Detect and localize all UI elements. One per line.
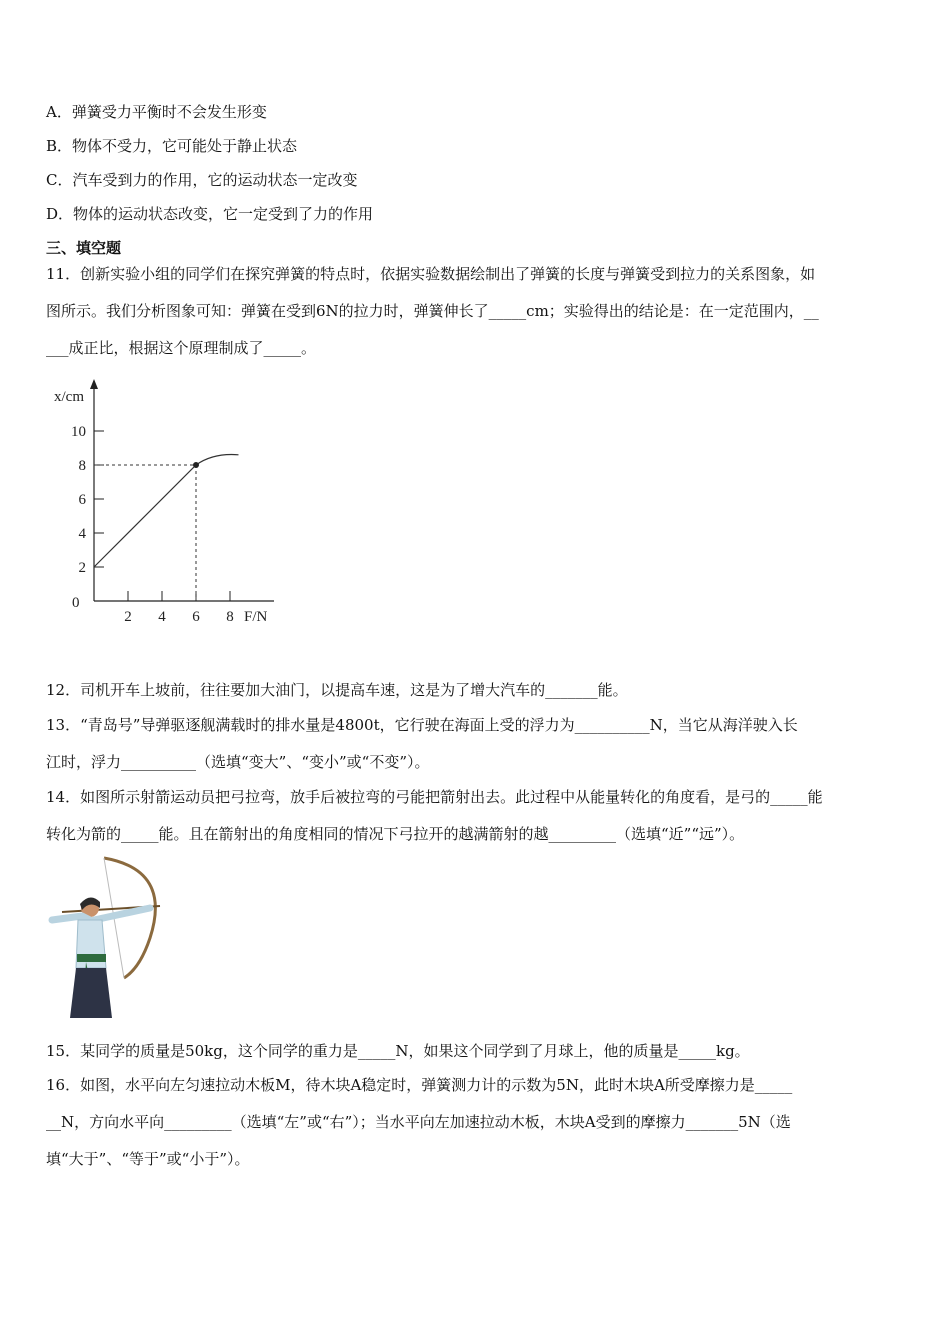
- archer-illustration: [42, 850, 167, 1020]
- x-tick-label: 8: [226, 609, 234, 625]
- origin-label: 0: [72, 595, 80, 611]
- y-tick-label: 10: [71, 424, 86, 440]
- q16-line1: 16．如图，水平向左匀速拉动木板M，待木块A稳定时，弹簧测力计的示数为5N，此时木块A所受摩擦力是_____: [46, 1076, 793, 1094]
- x-axis-label: F/N: [244, 609, 268, 625]
- spring-chart: [40, 375, 300, 635]
- section-heading: 三、填空题: [46, 239, 122, 257]
- question-12: [46, 680, 908, 700]
- y-tick-label: 8: [78, 458, 86, 474]
- q11-line2: 图所示。我们分析图象可知：弹簧在受到6N的拉力时，弹簧伸长了_____cm；实验得出的结论是：在一定范围内，__: [46, 302, 819, 320]
- q15-line1: 15．某同学的质量是50kg，这个同学的重力是_____N，如果这个同学到了月球上，他的质量是_____kg。: [46, 1042, 750, 1060]
- option-b: B．物体不受力，它可能处于静止状态: [46, 137, 298, 155]
- question-13: [46, 715, 908, 772]
- q16-line3: 填“大于”、“等于”或“小于”）。: [46, 1150, 250, 1168]
- x-tick-label: 2: [124, 609, 132, 625]
- q16-line2: __N，方向水平向_________（选填“左”或“右”）；当水平向左加速拉动木板，木块A受到的摩擦力_______5N（选: [46, 1113, 791, 1131]
- y-tick-label: 2: [78, 560, 86, 576]
- question-14: [46, 787, 908, 844]
- x-tick-label: 4: [158, 609, 166, 625]
- question-11: [46, 264, 908, 358]
- q14-line2: 转化为箭的_____能。且在箭射出的角度相同的情况下弓拉开的越满箭射的越_________（选填“近”“远”）。: [46, 825, 745, 843]
- q13-line1: 13．“青岛号”导弹驱逐舰满载时的排水量是4800t，它行驶在海面上受的浮力为__________N，当它从海洋驶入长: [46, 716, 798, 734]
- q11-line1: 11．创新实验小组的同学们在探究弹簧的特点时，依据实验数据绘制出了弹簧的长度与弹簧受到拉力的关系图象，如: [46, 265, 816, 283]
- question-15: [46, 1041, 908, 1061]
- option-c: C．汽车受到力的作用，它的运动状态一定改变: [46, 171, 358, 189]
- q13-line2: 江时，浮力__________（选填“变大”、“变小”或“不变”）。: [46, 753, 430, 771]
- y-axis-arrow: [90, 379, 98, 389]
- y-axis-label: x/cm: [54, 389, 84, 405]
- q12-line1: 12．司机开车上坡前，往往要加大油门，以提高车速，这是为了增大汽车的_______能。: [46, 681, 628, 699]
- q14-line1: 14．如图所示射箭运动员把弓拉弯，放手后被拉弯的弓能把箭射出去。此过程中从能量转化的角度看，是弓的_____能: [46, 788, 823, 806]
- data-point: [193, 462, 199, 468]
- option-a: A．弹簧受力平衡时不会发生形变: [46, 103, 267, 121]
- question-16: [46, 1075, 908, 1169]
- y-tick-label: 6: [78, 492, 86, 508]
- q11-line3: ___成正比，根据这个原理制成了_____。: [46, 339, 317, 357]
- y-tick-label: 4: [78, 526, 86, 542]
- x-tick-label: 6: [192, 609, 200, 625]
- option-d: D．物体的运动状态改变，它一定受到了力的作用: [46, 205, 374, 223]
- series-line-spring: [94, 455, 239, 567]
